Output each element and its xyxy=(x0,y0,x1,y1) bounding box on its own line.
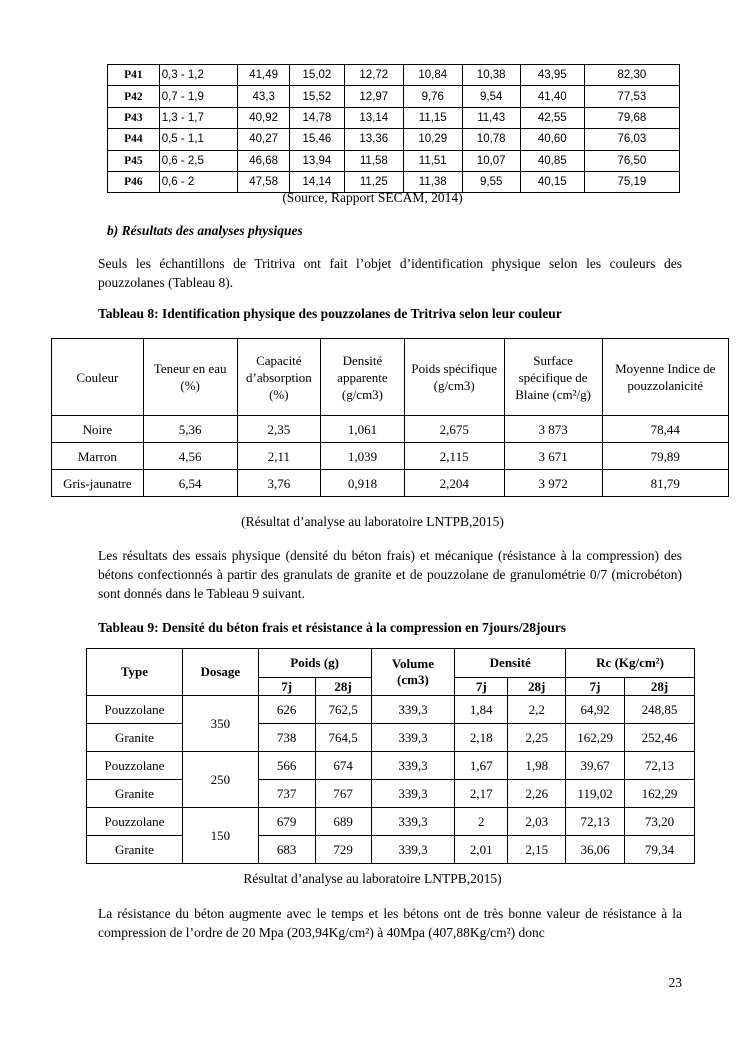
table-cell: 39,67 xyxy=(566,752,625,780)
table-cell: 3 873 xyxy=(504,416,602,443)
table-cell: 13,36 xyxy=(344,129,403,150)
table-cell: 11,43 xyxy=(462,107,520,128)
table-cell: 339,3 xyxy=(371,724,455,752)
table-cell: 2 xyxy=(455,808,508,836)
table-cell: 9,55 xyxy=(462,171,520,192)
table-8-header-row xyxy=(52,339,729,416)
table-8-header-cell: Poids spécifique (g/cm3) xyxy=(404,339,504,416)
table-8 xyxy=(51,338,729,497)
table-row xyxy=(87,696,695,724)
table-9-type-cell: Pouzzolane xyxy=(87,808,183,836)
table-cell: 252,46 xyxy=(625,724,695,752)
table-cell: 1,3 - 1,7 xyxy=(159,107,238,128)
table-cell: 248,85 xyxy=(625,696,695,724)
table-cell: 10,07 xyxy=(462,150,520,171)
table-cell: 9,54 xyxy=(462,86,520,107)
table-cell: 738 xyxy=(258,724,315,752)
table-cell: 1,98 xyxy=(508,752,566,780)
table-9-header-dosage: Dosage xyxy=(182,649,258,696)
table-cell: 73,20 xyxy=(625,808,695,836)
table-cell: P41 xyxy=(108,65,160,86)
table-cell: 683 xyxy=(258,836,315,864)
table-cell: 2,2 xyxy=(508,696,566,724)
table-cell: 40,60 xyxy=(520,129,584,150)
table-cell: 119,02 xyxy=(566,780,625,808)
table-9-dosage-cell: 150 xyxy=(182,808,258,864)
table-cell: 767 xyxy=(315,780,371,808)
table-cell: 729 xyxy=(315,836,371,864)
table-9-subheader-7j: 7j xyxy=(258,678,315,696)
table-cell: 11,25 xyxy=(344,171,403,192)
table-cell: 82,30 xyxy=(584,65,679,86)
table-row xyxy=(108,129,680,150)
table-9-subheader-28j: 28j xyxy=(625,678,695,696)
table-cell: 1,84 xyxy=(455,696,508,724)
table-cell: 43,3 xyxy=(238,86,290,107)
table-cell: Gris-jaunatre xyxy=(52,470,144,497)
table-cell: 77,53 xyxy=(584,86,679,107)
table-cell: 79,68 xyxy=(584,107,679,128)
table-cell: 3 972 xyxy=(504,470,602,497)
table-cell: 13,14 xyxy=(344,107,403,128)
table-cell: 81,79 xyxy=(602,470,728,497)
table-9 xyxy=(86,648,695,864)
table-cell: 2,115 xyxy=(404,443,504,470)
table-cell: 0,6 - 2,5 xyxy=(159,150,238,171)
table-cell: 11,58 xyxy=(344,150,403,171)
table-cell: 2,17 xyxy=(455,780,508,808)
table-row xyxy=(108,65,680,86)
table-9-header-type: Type xyxy=(87,649,183,696)
table-9-type-cell: Granite xyxy=(87,780,183,808)
table-cell: 41,49 xyxy=(238,65,290,86)
table-cell: 4,56 xyxy=(143,443,237,470)
paragraph-2: Les résultats des essais physique (densité du béton frais) et mécanique (résistance à la compression) des bétons confectionnés à partir des granulats de granite et de pouzzolane de granulométrie 0/7 (microbéton) sont donnés dans le Tableau 9 suivant. xyxy=(98,548,682,601)
table-cell: 10,78 xyxy=(462,129,520,150)
table-cell: 1,039 xyxy=(321,443,405,470)
table-cell: 0,3 - 1,2 xyxy=(159,65,238,86)
table-cell: 764,5 xyxy=(315,724,371,752)
table-cell: 6,54 xyxy=(143,470,237,497)
table-cell: 2,15 xyxy=(508,836,566,864)
table-8-title: Tableau 8: Identification physique des pouzzolanes de Tritriva selon leur couleur xyxy=(98,306,562,321)
table-cell: 15,02 xyxy=(290,65,345,86)
table-cell: 36,06 xyxy=(566,836,625,864)
table-cell: 42,55 xyxy=(520,107,584,128)
table-cell: Marron xyxy=(52,443,144,470)
table-cell: 1,67 xyxy=(455,752,508,780)
table-9-dosage-cell: 250 xyxy=(182,752,258,808)
table-cell: 14,78 xyxy=(290,107,345,128)
table-cell: 46,68 xyxy=(238,150,290,171)
table-cell: 76,50 xyxy=(584,150,679,171)
table-cell: 626 xyxy=(258,696,315,724)
table-8-header-cell: Capacité d’absorption (%) xyxy=(237,339,321,416)
table-row xyxy=(52,416,729,443)
table-cell: P42 xyxy=(108,86,160,107)
table-row xyxy=(87,836,695,864)
table-row xyxy=(87,780,695,808)
table-cell: 0,6 - 2 xyxy=(159,171,238,192)
table-9-header-poids: Poids (g) xyxy=(258,649,371,678)
table-9-subheader-7j: 7j xyxy=(455,678,508,696)
table-9-type-cell: Granite xyxy=(87,724,183,752)
paragraph-3: La résistance du béton augmente avec le temps et les bétons ont de très bonne valeur de résistance à la compression de l’ordre de 20 Mpa (203,94Kg/cm²) à 40Mpa (407,88Kg/cm²) donc xyxy=(98,906,682,940)
table-9-type-cell: Pouzzolane xyxy=(87,752,183,780)
table-cell: 162,29 xyxy=(566,724,625,752)
table-cell: 13,94 xyxy=(290,150,345,171)
paragraph-1: Seuls les échantillons de Tritriva ont fait l’objet d’identification physique selon les couleurs des pouzzolanes (Tableau 8). xyxy=(98,256,682,290)
table-cell: 14,14 xyxy=(290,171,345,192)
table-cell: 689 xyxy=(315,808,371,836)
table-9-source: Résultat d’analyse au laboratoire LNTPB,2015) xyxy=(243,871,502,886)
table-cell: 72,13 xyxy=(566,808,625,836)
section-b-heading: b) Résultats des analyses physiques xyxy=(107,223,303,238)
table-cell: 10,38 xyxy=(462,65,520,86)
table-cell: P43 xyxy=(108,107,160,128)
table-cell: 679 xyxy=(258,808,315,836)
table-cell: 339,3 xyxy=(371,752,455,780)
table-cell: 79,34 xyxy=(625,836,695,864)
table-cell: 566 xyxy=(258,752,315,780)
table-cell: 3,76 xyxy=(237,470,321,497)
table-cell: 2,01 xyxy=(455,836,508,864)
table-cell: P45 xyxy=(108,150,160,171)
table-cell: 12,97 xyxy=(344,86,403,107)
table-cell: 2,18 xyxy=(455,724,508,752)
table-cell: 76,03 xyxy=(584,129,679,150)
table-row xyxy=(52,443,729,470)
table-cell: 2,204 xyxy=(404,470,504,497)
table-cell: 2,35 xyxy=(237,416,321,443)
table-cell: 737 xyxy=(258,780,315,808)
table-cell: 40,92 xyxy=(238,107,290,128)
table-cell: 3 671 xyxy=(504,443,602,470)
table-cell: 10,84 xyxy=(403,65,462,86)
table-9-header-densite: Densité xyxy=(455,649,566,678)
table-cell: 2,26 xyxy=(508,780,566,808)
table-cell: 162,29 xyxy=(625,780,695,808)
table-cell: 11,38 xyxy=(403,171,462,192)
table-cell: Noire xyxy=(52,416,144,443)
table-row xyxy=(87,808,695,836)
table-cell: 43,95 xyxy=(520,65,584,86)
table-7-continuation xyxy=(107,64,680,193)
table-cell: 40,15 xyxy=(520,171,584,192)
table-cell: 2,675 xyxy=(404,416,504,443)
table-cell: 11,15 xyxy=(403,107,462,128)
table-cell: 339,3 xyxy=(371,808,455,836)
table-cell: 9,76 xyxy=(403,86,462,107)
table-cell: 40,27 xyxy=(238,129,290,150)
table-cell: 47,58 xyxy=(238,171,290,192)
table-cell: 1,061 xyxy=(321,416,405,443)
table-8-header-cell: Surface spécifique de Blaine (cm²/g) xyxy=(504,339,602,416)
table-cell: 40,85 xyxy=(520,150,584,171)
table-9-header-rc: Rc (Kg/cm²) xyxy=(566,649,695,678)
table-cell: 78,44 xyxy=(602,416,728,443)
table-9-subheader-7j: 7j xyxy=(566,678,625,696)
table-cell: P44 xyxy=(108,129,160,150)
table-8-header-cell: Teneur en eau (%) xyxy=(143,339,237,416)
table-cell: 75,19 xyxy=(584,171,679,192)
table-cell: 64,92 xyxy=(566,696,625,724)
table-cell: 12,72 xyxy=(344,65,403,86)
table-8-header-cell: Densité apparente (g/cm3) xyxy=(321,339,405,416)
table-8-header-cell: Couleur xyxy=(52,339,144,416)
table-cell: 339,3 xyxy=(371,780,455,808)
table-8-source: (Résultat d’analyse au laboratoire LNTPB,2015) xyxy=(241,514,504,529)
table-cell: 0,918 xyxy=(321,470,405,497)
table-9-subheader-28j: 28j xyxy=(315,678,371,696)
table-cell: 339,3 xyxy=(371,696,455,724)
table-cell: 0,5 - 1,1 xyxy=(159,129,238,150)
table-7-source: (Source, Rapport SECAM, 2014) xyxy=(282,190,463,205)
table-9-type-cell: Pouzzolane xyxy=(87,696,183,724)
table-8-header-cell: Moyenne Indice de pouzzolanicité xyxy=(602,339,728,416)
table-cell: 674 xyxy=(315,752,371,780)
table-row xyxy=(52,470,729,497)
table-cell: P46 xyxy=(108,171,160,192)
table-9-title: Tableau 9: Densité du béton frais et résistance à la compression en 7jours/28jours xyxy=(98,620,566,635)
table-row xyxy=(87,724,695,752)
table-cell: 72,13 xyxy=(625,752,695,780)
table-row xyxy=(108,107,680,128)
page-number: 23 xyxy=(668,975,682,990)
table-row xyxy=(108,86,680,107)
table-cell: 339,3 xyxy=(371,836,455,864)
table-cell: 15,46 xyxy=(290,129,345,150)
table-cell: 0,7 - 1,9 xyxy=(159,86,238,107)
table-cell: 41,40 xyxy=(520,86,584,107)
table-9-subheader-28j: 28j xyxy=(508,678,566,696)
table-9-header-volume: Volume (cm3) xyxy=(371,649,455,696)
table-row xyxy=(87,752,695,780)
table-9-type-cell: Granite xyxy=(87,836,183,864)
table-cell: 15,52 xyxy=(290,86,345,107)
table-cell: 5,36 xyxy=(143,416,237,443)
table-cell: 79,89 xyxy=(602,443,728,470)
table-cell: 762,5 xyxy=(315,696,371,724)
table-cell: 2,25 xyxy=(508,724,566,752)
table-row xyxy=(108,150,680,171)
table-cell: 2,03 xyxy=(508,808,566,836)
table-cell: 11,51 xyxy=(403,150,462,171)
table-9-dosage-cell: 350 xyxy=(182,696,258,752)
table-cell: 10,29 xyxy=(403,129,462,150)
table-cell: 2,11 xyxy=(237,443,321,470)
